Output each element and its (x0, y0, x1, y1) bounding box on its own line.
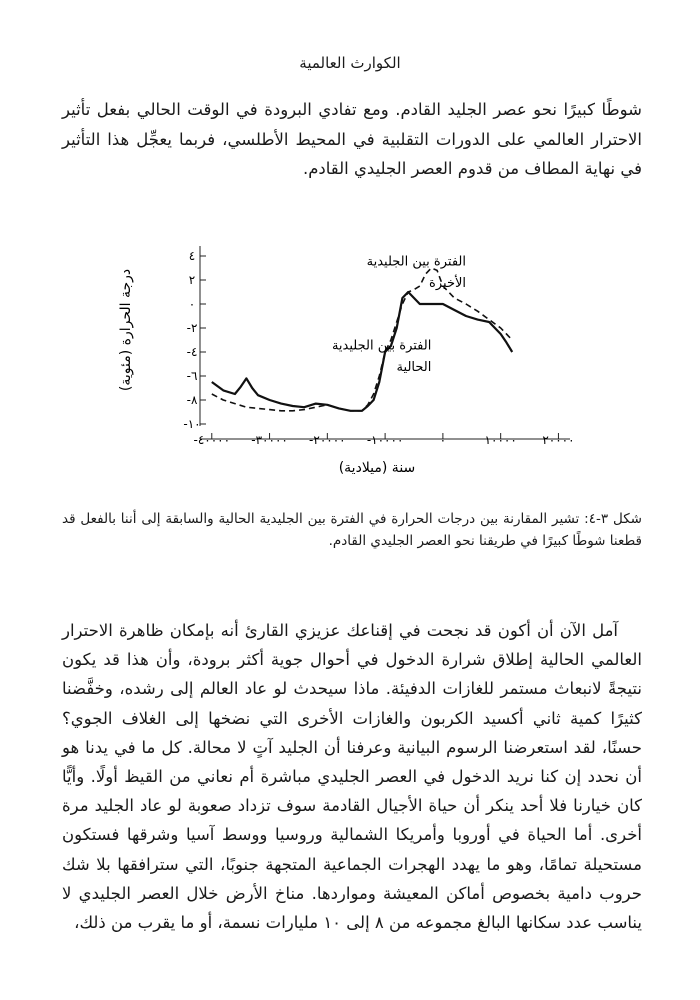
x-tick-label: -١٠٠٠٠ (366, 433, 404, 447)
y-tick-label: -٤ (186, 345, 198, 359)
x-tick-label: ١٠٠٠٠ (484, 433, 517, 447)
y-tick-label: ٠ (188, 297, 196, 311)
x-tick-label: -٤٠٠٠٠ (193, 433, 231, 447)
figure-caption: شكل ٣-٤: تشير المقارنة بين درجات الحرارة في الفترة بين الجليدية الحالية والسابقة إلى أننا بالفعل قد قطعنا شوطًا كبيرًا في طريقنا نحو العصر الجليدي القادم. (62, 511, 642, 549)
y-tick-label: -٢ (186, 321, 198, 335)
y-ticks (183, 249, 206, 431)
paragraph-2: آمل الآن أن أكون قد نجحت في إقناعك عزيزي القارئ أنه بإمكان ظاهرة الاحترار العالمي الحالية إطلاق شرارة الدخول في أحوال جوية أكثر برودة، وأن هذا قد يكون نتيجةً لانبعاث مستمر للغازات الدفيئة. ماذا سيحدث لو عاد العالم إلى رشده، وخفَّضنا كثيرًا كمية ثاني أكسيد الكربون والغازات الأخرى التي نضخها إلى الغلاف الجوي؟ حسنًا، لقد استعرضنا الرسوم البيانية وعرفنا أن الجليد آتٍ لا محالة. كل ما في يدنا هو أن نحدد إن كنا نريد الدخول في العصر الجليدي مباشرة أم نعاني من القيظ أولًا. وأيًّا كان خيارنا فلا أحد ينكر أن حياة الأجيال القادمة سوف تزداد صعوبة لو عاد الجليد مرة أخرى. أما الحياة في أوروبا وأمريكا الشمالية وروسيا ووسط آسيا وشرقها فستكون مستحيلة تمامًا، وهو ما يهدد الهجرات الجماعية المتجهة جنوبًا، التي سترافقها بلا شك حروب دامية بخصوص أماكن المعيشة ومواردها. مناخ الأرض خلال العصر الجليدي لا يناسب عدد سكانها البالغ مجموعه من ٨ إلى ١٠ مليارات نسمة، أو ما يقرب من ذلك، (62, 621, 642, 933)
paragraph-1: شوطًا كبيرًا نحو عصر الجليد القادم. ومع تفادي البرودة في الوقت الحالي بفعل تأثير الاحترار العالمي على الدورات التقلبية في المحيط الأطلسي، فربما يعجِّل هذا التأثير في نهاية المطاف من قدوم العصر الجليدي القادم. (62, 100, 642, 178)
x-tick-label: -٣٠٠٠٠ (251, 433, 288, 447)
series-annotation: الفترة بين الجليدية (366, 254, 466, 270)
running-head: الكوارث العالمية (299, 54, 401, 72)
x-tick-label: ٠ (439, 433, 447, 447)
x-tick-label: -٢٠٠٠٠ (309, 433, 346, 447)
y-tick-label: ٤ (188, 249, 196, 263)
temperature-chart (100, 232, 600, 482)
x-ticks (193, 433, 574, 447)
y-tick-label: -١٠ (183, 417, 201, 431)
x-axis-label: سنة (ميلادية) (338, 460, 416, 476)
y-tick-label: -٨ (186, 393, 198, 407)
y-tick-label: ٢ (188, 273, 196, 287)
x-tick-label: ٢٠٠٠٠ (542, 433, 575, 447)
series-annotation: الحالية (396, 360, 432, 376)
y-tick-label: -٦ (186, 369, 198, 383)
series-annotation: الفترة بين الجليدية (331, 338, 432, 354)
series-annotation: الأخيرة (429, 276, 466, 292)
y-axis-label: درجة الحرارة (مئوية) (118, 268, 134, 392)
